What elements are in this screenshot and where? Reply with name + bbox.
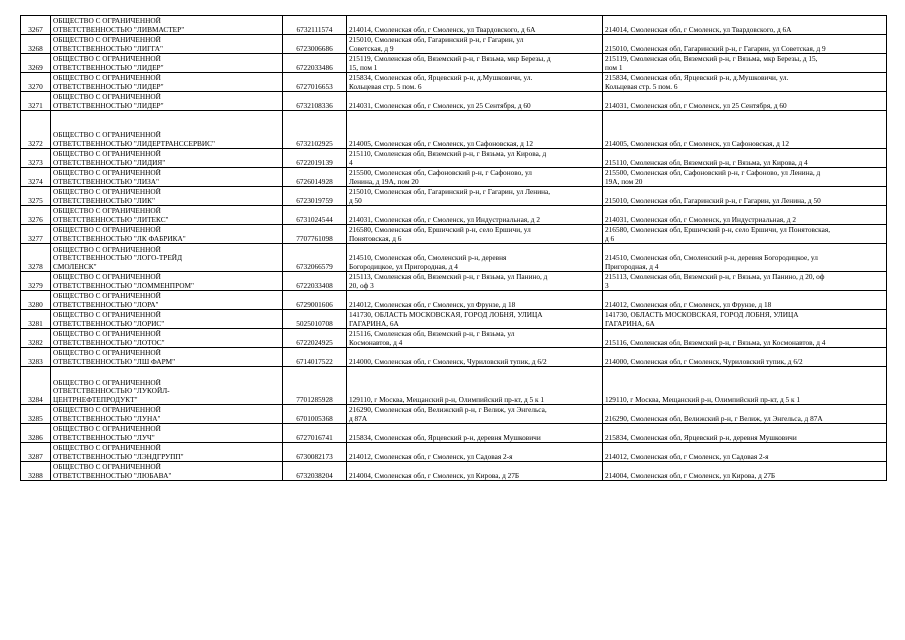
cell-line: Ленина, д 19А, пом 20 bbox=[349, 177, 419, 186]
cell-line: 216290, Смоленская обл, Велижский р-н, г Велиж, ул Энгельса, bbox=[349, 406, 547, 414]
table-row bbox=[21, 424, 887, 443]
organization-name-cell bbox=[51, 443, 283, 462]
actual-address-cell bbox=[603, 291, 887, 310]
cell-line: 215834, Смоленская обл, Ярцевский р-н, деревня Мушковичи bbox=[349, 433, 541, 442]
cell-line: Космонавтов, д 4 bbox=[349, 338, 403, 347]
inn-cell: 6731024544 bbox=[283, 206, 347, 225]
cell-line: 215119, Смоленская обл, Вяземский р-н, г Вязьма, мкр Березы, д 15, bbox=[605, 55, 818, 63]
cell-line: ОТВЕТСТВЕННОСТЬЮ "ЛОММЕНПРОМ" bbox=[53, 281, 194, 290]
actual-address-cell bbox=[603, 16, 887, 35]
table-row bbox=[21, 168, 887, 187]
cell-line: 215113, Смоленская обл, Вяземский р-н, г Вязьма, ул Панино, д bbox=[349, 273, 548, 281]
cell-line: ОТВЕТСТВЕННОСТЬЮ "ЛК ФАБРИКА" bbox=[53, 234, 186, 243]
cell-line: ОТВЕТСТВЕННОСТЬЮ "ЛИК" bbox=[53, 196, 155, 205]
cell-line: 215110, Смоленская обл, Вяземский р-н, г Вязьма, ул Кирова, д bbox=[349, 150, 547, 158]
cell-line: 141730, ОБЛАСТЬ МОСКОВСКАЯ, ГОРОД ЛОБНЯ, УЛИЦА bbox=[605, 311, 799, 319]
cell-line: 214004, Смоленская обл, г Смоленск, ул Кирова, д 27Б bbox=[605, 471, 776, 480]
cell-line: 214000, Смоленская обл, г Смоленск, Чуриловский тупик, д 6/2 bbox=[605, 357, 803, 366]
inn-cell: 6723019759 bbox=[283, 187, 347, 206]
organization-name-cell bbox=[51, 187, 283, 206]
organization-name-cell bbox=[51, 424, 283, 443]
row-number-cell: 3277 bbox=[21, 225, 51, 244]
actual-address-cell bbox=[603, 244, 887, 272]
actual-address-cell bbox=[603, 73, 887, 92]
actual-address-cell bbox=[603, 405, 887, 424]
organization-name-cell bbox=[51, 73, 283, 92]
inn-cell: 6732066579 bbox=[283, 244, 347, 272]
actual-address-cell bbox=[603, 424, 887, 443]
row-number-cell: 3287 bbox=[21, 443, 51, 462]
inn-cell: 6722019139 bbox=[283, 149, 347, 168]
table-row bbox=[21, 225, 887, 244]
inn-cell: 7707761098 bbox=[283, 225, 347, 244]
cell-line: Пригородная, д 4 bbox=[605, 262, 659, 271]
actual-address-cell bbox=[603, 187, 887, 206]
table-row bbox=[21, 149, 887, 168]
table-row bbox=[21, 73, 887, 92]
table-row bbox=[21, 462, 887, 481]
organization-name-cell bbox=[51, 92, 283, 111]
organization-name-cell bbox=[51, 405, 283, 424]
legal-address-cell bbox=[347, 272, 603, 291]
cell-line: 215010, Смоленская обл, Гагаринский р-н, г Гагарин, ул Советская, д 9 bbox=[605, 44, 826, 53]
legal-address-cell bbox=[347, 73, 603, 92]
row-number-cell: 3271 bbox=[21, 92, 51, 111]
cell-line: ОБЩЕСТВО С ОГРАНИЧЕННОЙ bbox=[53, 444, 161, 452]
organization-name-cell bbox=[51, 16, 283, 35]
cell-line: 15, пом 1 bbox=[349, 63, 378, 72]
organization-name-cell bbox=[51, 291, 283, 310]
cell-line: ОБЩЕСТВО С ОГРАНИЧЕННОЙ bbox=[53, 463, 161, 471]
table-row bbox=[21, 187, 887, 206]
organization-name-cell bbox=[51, 244, 283, 272]
actual-address-cell bbox=[603, 310, 887, 329]
legal-address-cell bbox=[347, 424, 603, 443]
cell-line: 214012, Смоленская обл, г Смоленск, ул Фрунзе, д 18 bbox=[349, 300, 516, 309]
cell-line: 214004, Смоленская обл, г Смоленск, ул Кирова, д 27Б bbox=[349, 471, 520, 480]
inn-cell: 6732038204 bbox=[283, 462, 347, 481]
legal-address-cell bbox=[347, 443, 603, 462]
legal-address-cell bbox=[347, 35, 603, 54]
cell-line: ОБЩЕСТВО С ОГРАНИЧЕННОЙ bbox=[53, 188, 161, 196]
cell-line: ОТВЕТСТВЕННОСТЬЮ "ЛОРА" bbox=[53, 300, 159, 309]
cell-line: ОБЩЕСТВО С ОГРАНИЧЕННОЙ bbox=[53, 169, 161, 177]
cell-line: 216580, Смоленская обл, Ершичский р-н, село Ершичи, ул Понятовская, bbox=[605, 226, 831, 234]
table-row bbox=[21, 310, 887, 329]
cell-line: ОБЩЕСТВО С ОГРАНИЧЕННОЙ bbox=[53, 330, 161, 338]
cell-line: ОТВЕТСТВЕННОСТЬЮ "ЛШ ФАРМ" bbox=[53, 357, 176, 366]
cell-line: 4 bbox=[349, 158, 353, 167]
inn-cell: 6726014928 bbox=[283, 168, 347, 187]
cell-line: ОБЩЕСТВО С ОГРАНИЧЕННОЙ bbox=[53, 273, 161, 281]
cell-line: 215834, Смоленская обл, Ярцевский р-н, д.Мушковичи, ул. bbox=[349, 74, 533, 82]
actual-address-cell bbox=[603, 443, 887, 462]
inn-cell: 6701005368 bbox=[283, 405, 347, 424]
table-row bbox=[21, 206, 887, 225]
row-number-cell: 3279 bbox=[21, 272, 51, 291]
actual-address-cell bbox=[603, 225, 887, 244]
table-row bbox=[21, 329, 887, 348]
inn-cell: 6732102925 bbox=[283, 111, 347, 149]
table-row bbox=[21, 348, 887, 367]
row-number-cell: 3275 bbox=[21, 187, 51, 206]
cell-line: 214031, Смоленская обл, г Смоленск, ул Индустриальная, д 2 bbox=[605, 215, 796, 224]
table-row bbox=[21, 367, 887, 405]
legal-address-cell bbox=[347, 405, 603, 424]
row-number-cell: 3284 bbox=[21, 367, 51, 405]
cell-line: ОБЩЕСТВО С ОГРАНИЧЕННОЙ bbox=[53, 311, 161, 319]
table-row bbox=[21, 35, 887, 54]
cell-line: ОТВЕТСТВЕННОСТЬЮ "ЛОГО-ТРЕЙД bbox=[53, 254, 183, 262]
legal-address-cell bbox=[347, 16, 603, 35]
table-body bbox=[21, 16, 887, 481]
cell-line: ОТВЕТСТВЕННОСТЬЮ "ЛУНА" bbox=[53, 414, 161, 423]
organization-name-cell bbox=[51, 206, 283, 225]
inn-cell: 6727016741 bbox=[283, 424, 347, 443]
actual-address-cell bbox=[603, 35, 887, 54]
cell-line: 214012, Смоленская обл, г Смоленск, ул Садовая 2-я bbox=[349, 452, 513, 461]
actual-address-cell bbox=[603, 92, 887, 111]
cell-line: ОБЩЕСТВО С ОГРАНИЧЕННОЙ bbox=[53, 74, 161, 82]
inn-cell: 6727016653 bbox=[283, 73, 347, 92]
legal-address-cell bbox=[347, 348, 603, 367]
cell-line: 214012, Смоленская обл, г Смоленск, ул Садовая 2-я bbox=[605, 452, 769, 461]
cell-line: 214031, Смоленская обл, г Смоленск, ул Индустриальная, д 2 bbox=[349, 215, 540, 224]
legal-address-cell bbox=[347, 149, 603, 168]
cell-line: ОБЩЕСТВО С ОГРАНИЧЕННОЙ bbox=[53, 425, 161, 433]
cell-line: д 50 bbox=[349, 196, 362, 205]
legal-address-cell bbox=[347, 291, 603, 310]
inn-cell: 5025010708 bbox=[283, 310, 347, 329]
actual-address-cell bbox=[603, 54, 887, 73]
row-number-cell: 3267 bbox=[21, 16, 51, 35]
row-number-cell: 3268 bbox=[21, 35, 51, 54]
organization-name-cell bbox=[51, 329, 283, 348]
cell-line: Понятовская, д 6 bbox=[349, 234, 402, 243]
cell-line: 215110, Смоленская обл, Вяземский р-н, г Вязьма, ул Кирова, д 4 bbox=[605, 158, 808, 167]
cell-line: ОБЩЕСТВО С ОГРАНИЧЕННОЙ bbox=[53, 93, 161, 101]
cell-line: ОТВЕТСТВЕННОСТЬЮ "ЛОРИС" bbox=[53, 319, 165, 328]
row-number-cell: 3283 bbox=[21, 348, 51, 367]
table-row bbox=[21, 92, 887, 111]
row-number-cell: 3270 bbox=[21, 73, 51, 92]
organizations-table bbox=[20, 15, 887, 481]
legal-address-cell bbox=[347, 462, 603, 481]
cell-line: ОТВЕТСТВЕННОСТЬЮ "ЛУКОЙЛ- bbox=[53, 387, 170, 395]
row-number-cell: 3280 bbox=[21, 291, 51, 310]
cell-line: 215010, Смоленская обл, Гагаринский р-н, г Гагарин, ул bbox=[349, 36, 524, 44]
cell-line: д 87А bbox=[349, 414, 368, 423]
cell-line: 215500, Смоленская обл, Сафоновский р-н, г Сафоново, ул Ленина, д bbox=[605, 169, 821, 177]
cell-line: ЦЕНТРНЕФТЕПРОДУКТ" bbox=[53, 395, 138, 404]
cell-line: ОБЩЕСТВО С ОГРАНИЧЕННОЙ bbox=[53, 226, 161, 234]
cell-line: ОТВЕТСТВЕННОСТЬЮ "ЛИВМАСТЕР" bbox=[53, 25, 185, 34]
organization-name-cell bbox=[51, 310, 283, 329]
organization-name-cell bbox=[51, 111, 283, 149]
cell-line: ОБЩЕСТВО С ОГРАНИЧЕННОЙ bbox=[53, 150, 161, 158]
cell-line: 216580, Смоленская обл, Ершичский р-н, село Ершичи, ул bbox=[349, 226, 531, 234]
row-number-cell: 3269 bbox=[21, 54, 51, 73]
cell-line: 214012, Смоленская обл, г Смоленск, ул Фрунзе, д 18 bbox=[605, 300, 772, 309]
legal-address-cell bbox=[347, 367, 603, 405]
row-number-cell: 3285 bbox=[21, 405, 51, 424]
inn-cell: 6723006686 bbox=[283, 35, 347, 54]
cell-line: Кольцевая стр. 5 пом. 6 bbox=[605, 82, 678, 91]
row-number-cell: 3281 bbox=[21, 310, 51, 329]
legal-address-cell bbox=[347, 310, 603, 329]
actual-address-cell bbox=[603, 111, 887, 149]
cell-line: ОБЩЕСТВО С ОГРАНИЧЕННОЙ bbox=[53, 292, 161, 300]
row-number-cell: 3282 bbox=[21, 329, 51, 348]
cell-line: 214005, Смоленская обл, г Смоленск, ул Сафоновская, д 12 bbox=[349, 139, 533, 148]
cell-line: ОТВЕТСТВЕННОСТЬЮ "ЛИТЕКС" bbox=[53, 215, 169, 224]
cell-line: ОБЩЕСТВО С ОГРАНИЧЕННОЙ bbox=[53, 36, 161, 44]
organization-name-cell bbox=[51, 168, 283, 187]
row-number-cell: 3272 bbox=[21, 111, 51, 149]
organization-name-cell bbox=[51, 367, 283, 405]
cell-line: ОБЩЕСТВО С ОГРАНИЧЕННОЙ bbox=[53, 406, 161, 414]
cell-line: 20, оф 3 bbox=[349, 281, 374, 290]
cell-line: ОБЩЕСТВО С ОГРАНИЧЕННОЙ bbox=[53, 55, 161, 63]
inn-cell: 6732108336 bbox=[283, 92, 347, 111]
registry-sheet bbox=[20, 15, 886, 481]
cell-line: 215834, Смоленская обл, Ярцевский р-н, д.Мушковичи, ул. bbox=[605, 74, 789, 82]
actual-address-cell bbox=[603, 206, 887, 225]
legal-address-cell bbox=[347, 111, 603, 149]
table-row bbox=[21, 54, 887, 73]
legal-address-cell bbox=[347, 206, 603, 225]
legal-address-cell bbox=[347, 329, 603, 348]
cell-line: 215834, Смоленская обл, Ярцевский р-н, деревня Мушковичи bbox=[605, 433, 797, 442]
row-number-cell: 3288 bbox=[21, 462, 51, 481]
cell-line: ОБЩЕСТВО С ОГРАНИЧЕННОЙ bbox=[53, 131, 161, 139]
table-row bbox=[21, 16, 887, 35]
table-row bbox=[21, 443, 887, 462]
organization-name-cell bbox=[51, 54, 283, 73]
cell-line: 215113, Смоленская обл, Вяземский р-н, г Вязьма, ул Панино, д 20, оф bbox=[605, 273, 825, 281]
cell-line: 215010, Смоленская обл, Гагаринский р-н, г Гагарин, ул Ленина, д 50 bbox=[605, 196, 821, 205]
cell-line: ОБЩЕСТВО С ОГРАНИЧЕННОЙ bbox=[53, 378, 161, 387]
cell-line: ОБЩЕСТВО С ОГРАНИЧЕННОЙ bbox=[53, 17, 161, 25]
cell-line: ОБЩЕСТВО С ОГРАНИЧЕННОЙ bbox=[53, 245, 161, 254]
actual-address-cell bbox=[603, 329, 887, 348]
cell-line: д 6 bbox=[605, 234, 615, 243]
legal-address-cell bbox=[347, 92, 603, 111]
cell-line: Кольцевая стр. 5 пом. 6 bbox=[349, 82, 422, 91]
legal-address-cell bbox=[347, 187, 603, 206]
cell-line: Советская, д 9 bbox=[349, 44, 394, 53]
cell-line: 214014, Смоленская обл, г Смоленск, ул Твардовского, д 6А bbox=[349, 25, 536, 34]
cell-line: 215116, Смоленская обл, Вяземский р-н, г Вязьма, ул Космонавтов, д 4 bbox=[605, 338, 826, 347]
cell-line: 141730, ОБЛАСТЬ МОСКОВСКАЯ, ГОРОД ЛОБНЯ, УЛИЦА bbox=[349, 311, 543, 319]
actual-address-cell bbox=[603, 462, 887, 481]
inn-cell: 6722024925 bbox=[283, 329, 347, 348]
cell-line: ОБЩЕСТВО С ОГРАНИЧЕННОЙ bbox=[53, 207, 161, 215]
row-number-cell: 3273 bbox=[21, 149, 51, 168]
cell-line: 214014, Смоленская обл, г Смоленск, ул Твардовского, д 6А bbox=[605, 25, 792, 34]
cell-line: ОТВЕТСТВЕННОСТЬЮ "ЛИДЕР" bbox=[53, 82, 164, 91]
organization-name-cell bbox=[51, 462, 283, 481]
inn-cell: 6732111574 bbox=[283, 16, 347, 35]
cell-line: ОТВЕТСТВЕННОСТЬЮ "ЛИДЕРТРАНССЕРВИС" bbox=[53, 139, 216, 148]
actual-address-cell bbox=[603, 367, 887, 405]
cell-line: 214031, Смоленская обл, г Смоленск, ул 25 Сентября, д 60 bbox=[605, 101, 787, 110]
table-row bbox=[21, 405, 887, 424]
table-row bbox=[21, 111, 887, 149]
inn-cell: 6722033486 bbox=[283, 54, 347, 73]
organization-name-cell bbox=[51, 272, 283, 291]
cell-line: 215500, Смоленская обл, Сафоновский р-н, г Сафоново, ул bbox=[349, 169, 532, 177]
cell-line: 129110, г Москва, Мещанский р-н, Олимпийский пр-кт, д 5 к 1 bbox=[349, 395, 544, 404]
cell-line: ОБЩЕСТВО С ОГРАНИЧЕННОЙ bbox=[53, 349, 161, 357]
cell-line: ГАГАРИНА, 6А bbox=[349, 319, 399, 328]
cell-line: 3 bbox=[605, 281, 609, 290]
legal-address-cell bbox=[347, 225, 603, 244]
cell-line: ОТВЕТСТВЕННОСТЬЮ "ЛУЧ" bbox=[53, 433, 155, 442]
cell-line: 214000, Смоленская обл, г Смоленск, Чуриловский тупик, д 6/2 bbox=[349, 357, 547, 366]
organization-name-cell bbox=[51, 225, 283, 244]
cell-line: ОТВЕТСТВЕННОСТЬЮ "ЛЭНДГРУПП" bbox=[53, 452, 184, 461]
cell-line: ОТВЕТСТВЕННОСТЬЮ "ЛЮБАВА" bbox=[53, 471, 172, 480]
cell-line: 214510, Смоленская обл, Смоленский р-н, деревня Богородицкое, ул bbox=[605, 254, 818, 262]
cell-line: ОТВЕТСТВЕННОСТЬЮ "ЛОТОС" bbox=[53, 338, 165, 347]
row-number-cell: 3274 bbox=[21, 168, 51, 187]
inn-cell: 6722033408 bbox=[283, 272, 347, 291]
organization-name-cell bbox=[51, 348, 283, 367]
cell-line: 214031, Смоленская обл, г Смоленск, ул 25 Сентября, д 60 bbox=[349, 101, 531, 110]
actual-address-cell bbox=[603, 149, 887, 168]
row-number-cell: 3286 bbox=[21, 424, 51, 443]
legal-address-cell bbox=[347, 168, 603, 187]
cell-line: 215116, Смоленская обл, Вяземский р-н, г Вязьма, ул bbox=[349, 330, 515, 338]
inn-cell: 6730082173 bbox=[283, 443, 347, 462]
cell-line: 216290, Смоленская обл, Велижский р-н, г Велиж, ул Энгельса, д 87А bbox=[605, 414, 823, 423]
actual-address-cell bbox=[603, 348, 887, 367]
cell-line: ОТВЕТСТВЕННОСТЬЮ "ЛИГГА" bbox=[53, 44, 163, 53]
cell-line: СМОЛЕНСК" bbox=[53, 262, 97, 271]
cell-line: 19А, пом 20 bbox=[605, 177, 643, 186]
organization-name-cell bbox=[51, 149, 283, 168]
table-row bbox=[21, 291, 887, 310]
cell-line: ОТВЕТСТВЕННОСТЬЮ "ЛИДЕР" bbox=[53, 101, 164, 110]
table-row bbox=[21, 272, 887, 291]
table-row bbox=[21, 244, 887, 272]
cell-line: пом 1 bbox=[605, 63, 623, 72]
inn-cell: 7701285928 bbox=[283, 367, 347, 405]
actual-address-cell bbox=[603, 168, 887, 187]
organization-name-cell bbox=[51, 35, 283, 54]
cell-line: 214005, Смоленская обл, г Смоленск, ул Сафоновская, д 12 bbox=[605, 139, 789, 148]
row-number-cell: 3278 bbox=[21, 244, 51, 272]
cell-line: 129110, г Москва, Мещанский р-н, Олимпийский пр-кт, д 5 к 1 bbox=[605, 395, 800, 404]
cell-line: 215119, Смоленская обл, Вяземский р-н, г Вязьма, мкр Березы, д bbox=[349, 55, 551, 63]
cell-line: ГАГАРИНА, 6А bbox=[605, 319, 655, 328]
cell-line: ОТВЕТСТВЕННОСТЬЮ "ЛИДИЯ" bbox=[53, 158, 166, 167]
legal-address-cell bbox=[347, 244, 603, 272]
row-number-cell: 3276 bbox=[21, 206, 51, 225]
cell-line: 215010, Смоленская обл, Гагаринский р-н, г Гагарин, ул Ленина, bbox=[349, 188, 551, 196]
cell-line: 214510, Смоленская обл, Смоленский р-н, деревня bbox=[349, 254, 507, 262]
cell-line: ОТВЕТСТВЕННОСТЬЮ "ЛИДЕР" bbox=[53, 63, 164, 72]
cell-line: ОТВЕТСТВЕННОСТЬЮ "ЛИЗА" bbox=[53, 177, 159, 186]
inn-cell: 6714017522 bbox=[283, 348, 347, 367]
cell-line: Богородицкое, ул Пригородная, д 4 bbox=[349, 262, 458, 271]
inn-cell: 6729001606 bbox=[283, 291, 347, 310]
actual-address-cell bbox=[603, 272, 887, 291]
legal-address-cell bbox=[347, 54, 603, 73]
